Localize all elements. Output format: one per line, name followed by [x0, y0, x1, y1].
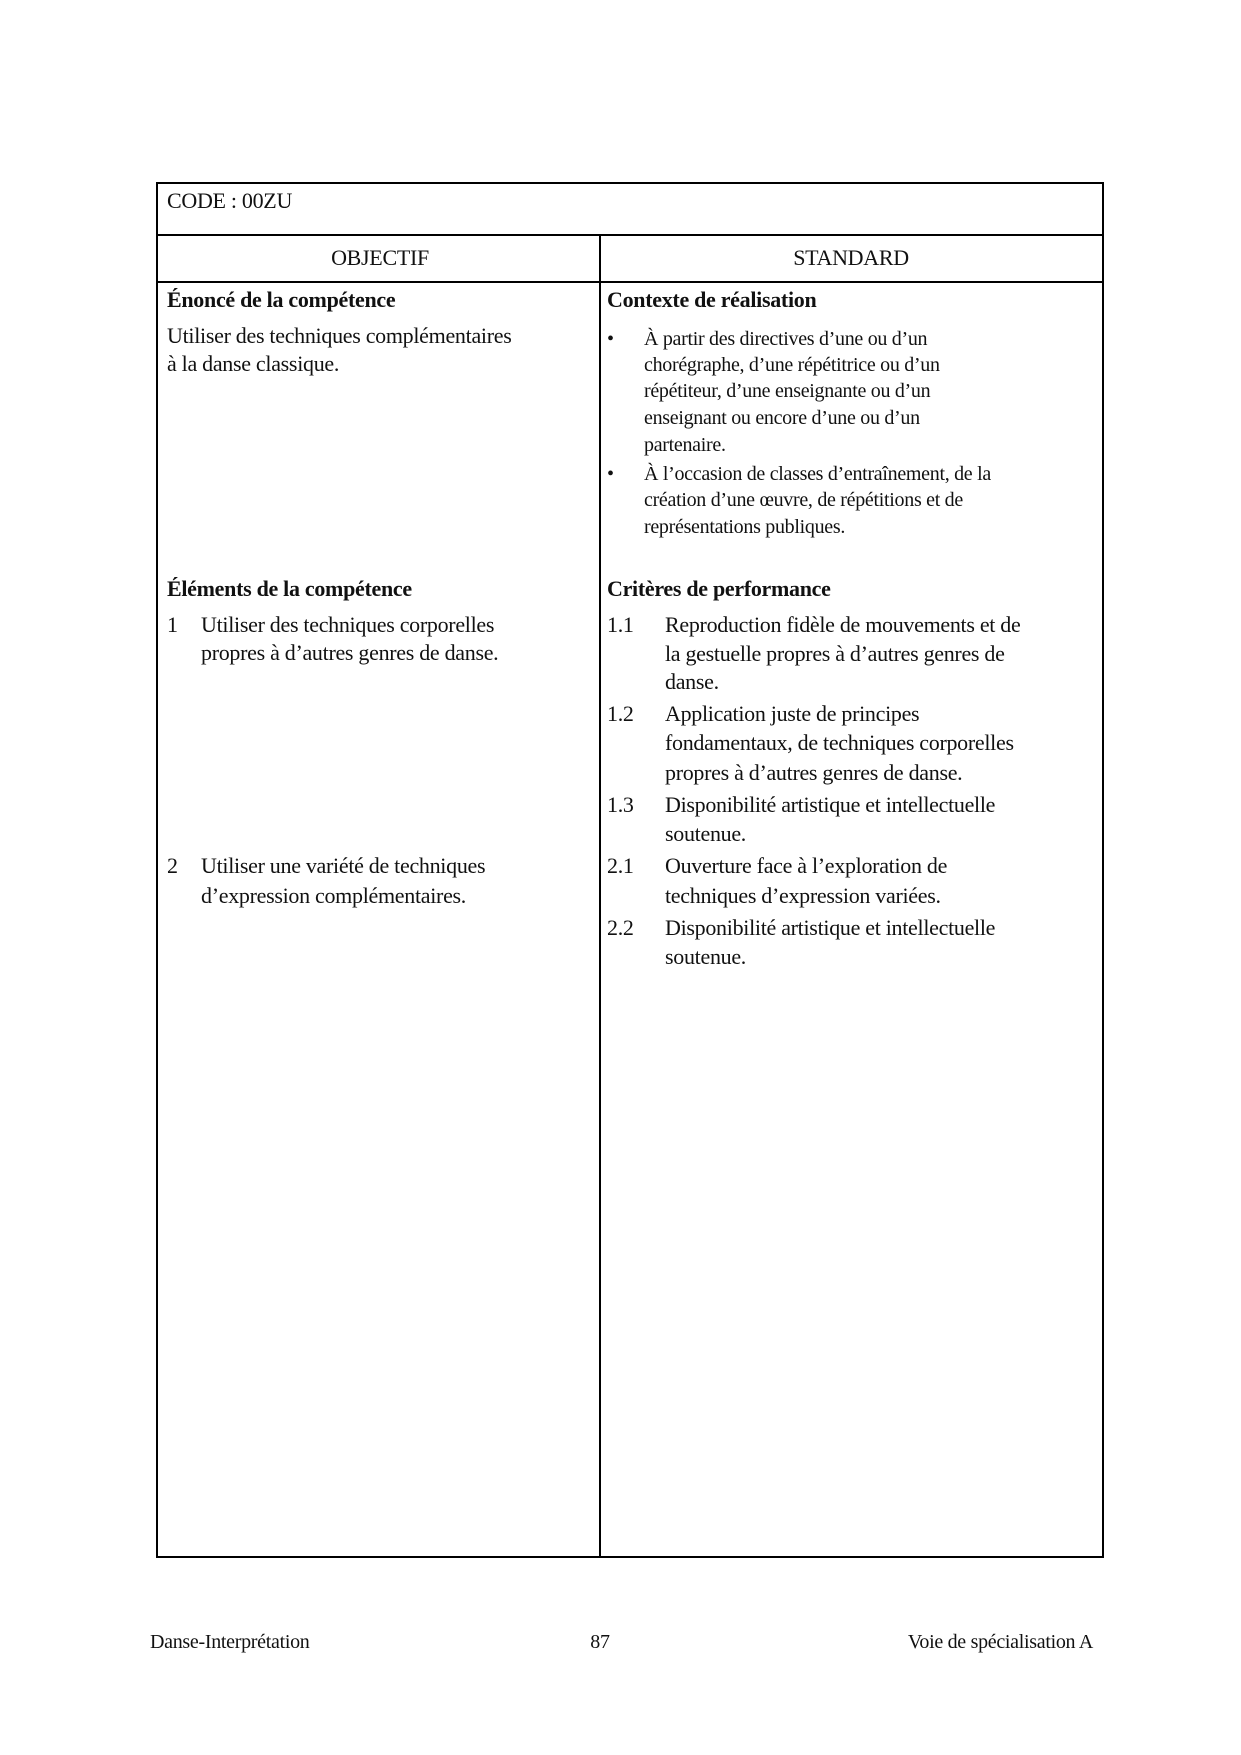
bullet-icon: •: [607, 463, 614, 485]
critere-line: soutenue.: [665, 944, 747, 969]
bullet-icon: •: [607, 328, 614, 350]
page-number: 87: [590, 1631, 610, 1653]
contexte-title: Contexte de réalisation: [607, 287, 817, 312]
element-number: 2: [167, 853, 178, 878]
critere-number: 2.1: [607, 853, 634, 878]
header-standard: STANDARD: [793, 245, 909, 270]
critere-line: techniques d’expression variées.: [665, 883, 941, 908]
critere-number: 1.1: [607, 612, 634, 637]
critere-line: danse.: [665, 669, 719, 694]
table-border-bottom: [157, 1556, 1103, 1558]
contexte-line: partenaire.: [644, 434, 726, 456]
header-row-divider: [157, 281, 1103, 283]
contexte-line: répétiteur, d’une enseignante ou d’un: [644, 380, 931, 402]
enonce-line: à la danse classique.: [167, 351, 340, 376]
element-line: d’expression complémentaires.: [201, 883, 466, 908]
critere-line: Ouverture face à l’exploration de: [665, 853, 948, 878]
contexte-line: enseignant ou encore d’une ou d’un: [644, 407, 920, 429]
code-label: CODE : 00ZU: [167, 188, 293, 213]
criteres-title: Critères de performance: [607, 576, 831, 601]
code-row-divider: [157, 234, 1103, 236]
critere-number: 2.2: [607, 915, 634, 940]
element-number: 1: [167, 612, 178, 637]
element-line: Utiliser une variété de techniques: [201, 853, 486, 878]
contexte-line: À partir des directives d’une ou d’un: [644, 328, 928, 350]
critere-line: Reproduction fidèle de mouvements et de: [665, 612, 1021, 637]
critere-line: Application juste de principes: [665, 701, 920, 726]
elements-title: Éléments de la compétence: [167, 576, 412, 601]
critere-line: soutenue.: [665, 821, 747, 846]
element-line: Utiliser des techniques corporelles: [201, 612, 495, 637]
critere-number: 1.3: [607, 792, 634, 817]
critere-line: Disponibilité artistique et intellectuelle: [665, 915, 996, 940]
footer-right: Voie de spécialisation A: [907, 1631, 1093, 1653]
column-divider: [599, 236, 601, 1558]
contexte-line: À l’occasion de classes d’entraînement, de la: [644, 463, 991, 485]
enonce-title: Énoncé de la compétence: [167, 287, 396, 312]
critere-line: fondamentaux, de techniques corporelles: [665, 730, 1014, 755]
table-border-right: [1102, 182, 1104, 1558]
footer-left: Danse-Interprétation: [150, 1631, 310, 1653]
critere-line: Disponibilité artistique et intellectuelle: [665, 792, 996, 817]
contexte-line: chorégraphe, d’une répétitrice ou d’un: [644, 354, 940, 376]
critere-line: propres à d’autres genres de danse.: [665, 760, 963, 785]
element-line: propres à d’autres genres de danse.: [201, 640, 499, 665]
critere-number: 1.2: [607, 701, 634, 726]
table-border-top: [157, 182, 1103, 184]
critere-line: la gestuelle propres à d’autres genres de: [665, 641, 1005, 666]
contexte-line: création d’une œuvre, de répétitions et de: [644, 489, 963, 511]
header-objectif: OBJECTIF: [331, 245, 429, 270]
contexte-line: représentations publiques.: [644, 516, 846, 538]
table-border-left: [156, 182, 158, 1558]
enonce-line: Utiliser des techniques complémentaires: [167, 323, 512, 348]
